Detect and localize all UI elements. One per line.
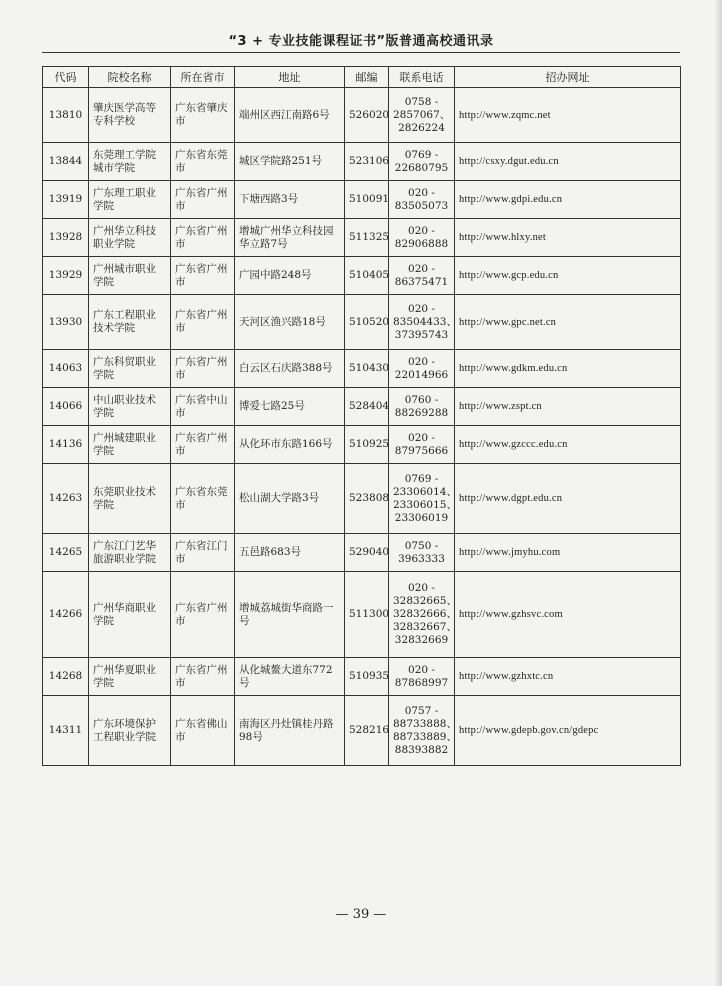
cell-city: 广东省江门市	[171, 534, 235, 572]
col-header-url: 招办网址	[455, 67, 681, 88]
table-row	[43, 295, 681, 350]
cell-name: 广东工程职业技术学院	[89, 295, 171, 350]
cell-name: 肇庆医学高等专科学校	[89, 88, 171, 143]
col-header-postcode: 邮编	[345, 67, 389, 88]
cell-address: 下塘西路3号	[235, 181, 345, 219]
header-divider	[42, 52, 680, 53]
cell-phone: 020 - 87868997	[389, 658, 455, 696]
table-row	[43, 181, 681, 219]
cell-phone: 0750 - 3963333	[389, 534, 455, 572]
cell-code: 13930	[43, 295, 89, 350]
col-header-address: 地址	[235, 67, 345, 88]
table-row	[43, 143, 681, 181]
cell-name: 广州城建职业学院	[89, 426, 171, 464]
cell-phone: 0769 - 22680795	[389, 143, 455, 181]
cell-code: 14063	[43, 350, 89, 388]
cell-name: 广东科贸职业学院	[89, 350, 171, 388]
cell-phone: 020 - 32832665、32832666、32832667、32832669	[389, 572, 455, 658]
cell-address: 从化城鳌大道东772号	[235, 658, 345, 696]
cell-address: 天河区渔兴路18号	[235, 295, 345, 350]
cell-code: 14266	[43, 572, 89, 658]
cell-city: 广东省东莞市	[171, 464, 235, 534]
cell-city: 广东省广州市	[171, 295, 235, 350]
contact-table	[42, 66, 681, 766]
cell-code: 14268	[43, 658, 89, 696]
cell-address: 广园中路248号	[235, 257, 345, 295]
cell-postcode: 510925	[345, 426, 389, 464]
table-row	[43, 257, 681, 295]
cell-postcode: 510520	[345, 295, 389, 350]
cell-address: 增城荔城街华商路一号	[235, 572, 345, 658]
cell-city: 广东省佛山市	[171, 696, 235, 766]
cell-name: 东莞理工学院城市学院	[89, 143, 171, 181]
cell-city: 广东省肇庆市	[171, 88, 235, 143]
cell-city: 广东省广州市	[171, 219, 235, 257]
cell-postcode: 510091	[345, 181, 389, 219]
cell-city: 广东省广州市	[171, 181, 235, 219]
cell-phone: 020 - 83504433、37395743	[389, 295, 455, 350]
table-row	[43, 219, 681, 257]
table-row	[43, 426, 681, 464]
cell-city: 广东省广州市	[171, 350, 235, 388]
cell-name: 中山职业技术学院	[89, 388, 171, 426]
cell-phone: 020 - 86375471	[389, 257, 455, 295]
table-row	[43, 534, 681, 572]
cell-code: 13928	[43, 219, 89, 257]
cell-postcode: 510430	[345, 350, 389, 388]
col-header-name: 院校名称	[89, 67, 171, 88]
cell-url: http://www.zqmc.net	[455, 88, 681, 143]
cell-code: 14136	[43, 426, 89, 464]
col-header-phone: 联系电话	[389, 67, 455, 88]
cell-url: http://www.hlxy.net	[455, 219, 681, 257]
cell-url: http://www.gdepb.gov.cn/gdepc	[455, 696, 681, 766]
cell-code: 13810	[43, 88, 89, 143]
cell-phone: 020 - 82906888	[389, 219, 455, 257]
cell-phone: 020 - 22014966	[389, 350, 455, 388]
table-row	[43, 572, 681, 658]
cell-code: 14066	[43, 388, 89, 426]
page-header-title: “3 + 专业技能课程证书”版普通高校通讯录	[228, 34, 494, 49]
table-row	[43, 658, 681, 696]
cell-city: 广东省广州市	[171, 572, 235, 658]
cell-url: http://csxy.dgut.edu.cn	[455, 143, 681, 181]
cell-name: 广东理工职业学院	[89, 181, 171, 219]
cell-name: 广州华夏职业学院	[89, 658, 171, 696]
cell-postcode: 510935	[345, 658, 389, 696]
cell-url: http://www.gcp.edu.cn	[455, 257, 681, 295]
cell-city: 广东省东莞市	[171, 143, 235, 181]
cell-address: 从化环市东路166号	[235, 426, 345, 464]
cell-url: http://www.dgpt.edu.cn	[455, 464, 681, 534]
cell-name: 广东环境保护工程职业学院	[89, 696, 171, 766]
cell-postcode: 528404	[345, 388, 389, 426]
cell-url: http://www.gzccc.edu.cn	[455, 426, 681, 464]
cell-phone: 0758 - 2857067、2826224	[389, 88, 455, 143]
table-row	[43, 388, 681, 426]
cell-code: 14311	[43, 696, 89, 766]
cell-postcode: 510405	[345, 257, 389, 295]
cell-phone: 0760 - 88269288	[389, 388, 455, 426]
cell-url: http://www.jmyhu.com	[455, 534, 681, 572]
cell-url: http://www.gzhsvc.com	[455, 572, 681, 658]
cell-phone: 020 - 83505073	[389, 181, 455, 219]
table-row	[43, 350, 681, 388]
cell-code: 13844	[43, 143, 89, 181]
cell-name: 广州城市职业学院	[89, 257, 171, 295]
cell-url: http://www.zspt.cn	[455, 388, 681, 426]
cell-url: http://www.gpc.net.cn	[455, 295, 681, 350]
cell-address: 白云区石庆路388号	[235, 350, 345, 388]
cell-address: 增城广州华立科技园华立路7号	[235, 219, 345, 257]
cell-name: 东莞职业技术学院	[89, 464, 171, 534]
cell-city: 广东省广州市	[171, 426, 235, 464]
cell-postcode: 526020	[345, 88, 389, 143]
cell-address: 城区学院路251号	[235, 143, 345, 181]
cell-postcode: 529040	[345, 534, 389, 572]
cell-postcode: 528216	[345, 696, 389, 766]
cell-city: 广东省广州市	[171, 658, 235, 696]
table-row	[43, 88, 681, 143]
cell-name: 广州华商职业学院	[89, 572, 171, 658]
cell-name: 广州华立科技职业学院	[89, 219, 171, 257]
cell-address: 松山湖大学路3号	[235, 464, 345, 534]
table-header-row	[43, 67, 681, 88]
cell-address: 博爱七路25号	[235, 388, 345, 426]
col-header-code: 代码	[43, 67, 89, 88]
cell-url: http://www.gdkm.edu.cn	[455, 350, 681, 388]
cell-phone: 0757 - 88733888、88733889、88393882	[389, 696, 455, 766]
cell-postcode: 511300	[345, 572, 389, 658]
cell-address: 五邑路683号	[235, 534, 345, 572]
cell-url: http://www.gdpi.edu.cn	[455, 181, 681, 219]
cell-city: 广东省广州市	[171, 257, 235, 295]
cell-address: 南海区丹灶镇桂丹路98号	[235, 696, 345, 766]
col-header-city: 所在省市	[171, 67, 235, 88]
cell-code: 14265	[43, 534, 89, 572]
cell-phone: 0769 - 23306014、23306015、23306019	[389, 464, 455, 534]
cell-code: 14263	[43, 464, 89, 534]
cell-code: 13929	[43, 257, 89, 295]
cell-code: 13919	[43, 181, 89, 219]
cell-address: 端州区西江南路6号	[235, 88, 345, 143]
cell-postcode: 511325	[345, 219, 389, 257]
cell-name: 广东江门艺华旅游职业学院	[89, 534, 171, 572]
cell-postcode: 523808	[345, 464, 389, 534]
scan-edge-shadow	[714, 0, 722, 986]
cell-url: http://www.gzhxtc.cn	[455, 658, 681, 696]
cell-postcode: 523106	[345, 143, 389, 181]
cell-city: 广东省中山市	[171, 388, 235, 426]
cell-phone: 020 - 87975666	[389, 426, 455, 464]
table-row	[43, 696, 681, 766]
page-number: — 39 —	[335, 907, 387, 922]
table-row	[43, 464, 681, 534]
